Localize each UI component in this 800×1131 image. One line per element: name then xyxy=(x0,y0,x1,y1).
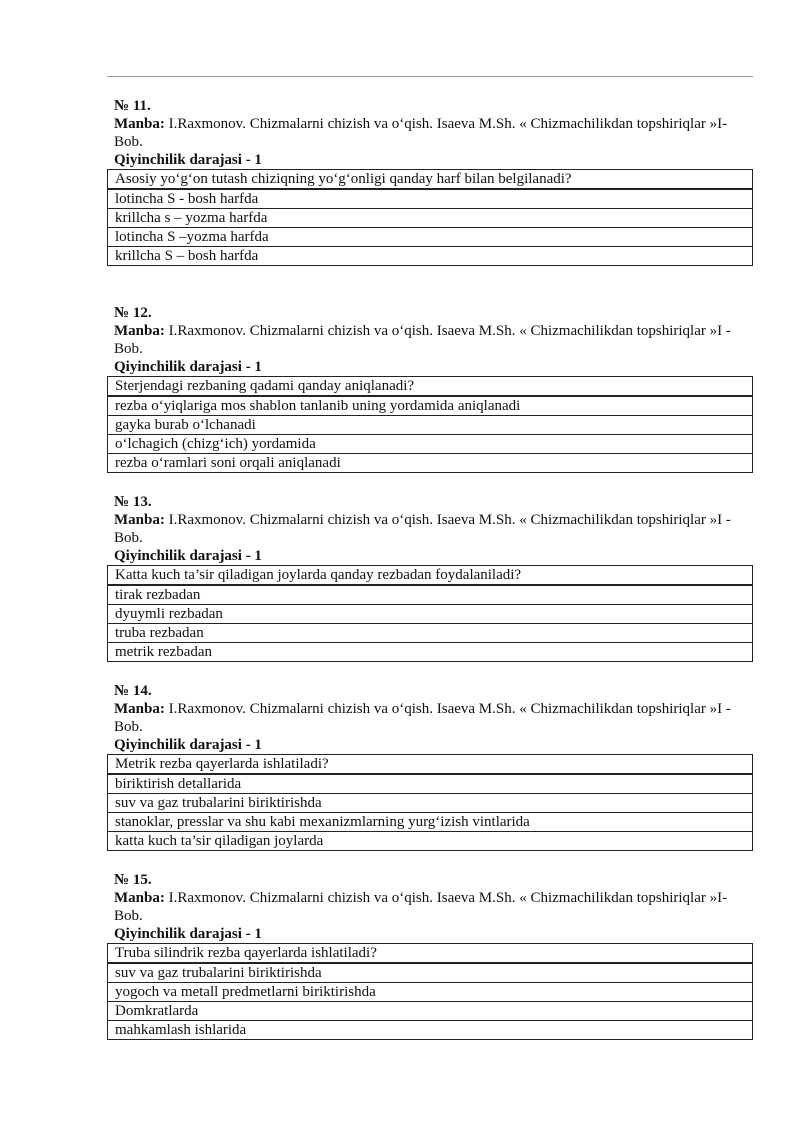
question-number: № 13. xyxy=(114,494,152,510)
answer-option: gayka burab o‘lchanadi xyxy=(107,416,753,435)
question-block-11 xyxy=(114,97,753,266)
question-text: Katta kuch ta’sir qiladigan joylarda qanday rezbadan foydalaniladi? xyxy=(107,566,753,586)
top-divider xyxy=(107,76,753,77)
difficulty-level: Qiyinchilik darajasi - 1 xyxy=(114,359,262,375)
difficulty-level: Qiyinchilik darajasi - 1 xyxy=(114,548,262,564)
document-body xyxy=(114,97,753,1060)
answer-option: mahkamlash ishlarida xyxy=(107,1021,753,1040)
answer-option: tirak rezbadan xyxy=(107,586,753,605)
source-text: I.Raxmonov. Chizmalarni chizish va o‘qish. Isaeva M.Sh. « Chizmachilikdan topshiriqlar »I-Bob. xyxy=(114,116,728,150)
answer-option: katta kuch ta’sir qiladigan joylarda xyxy=(107,832,753,851)
question-block-13 xyxy=(114,493,753,662)
question-text: Sterjendagi rezbaning qadami qanday aniqlanadi? xyxy=(107,377,753,397)
answer-option: lotincha S –yozma harfda xyxy=(107,228,753,247)
answer-option: stanoklar, presslar va shu kabi mexanizmlarning yurg‘izish vintlarida xyxy=(107,813,753,832)
question-number: № 14. xyxy=(114,683,152,699)
answer-table xyxy=(107,754,753,851)
answer-option: suv va gaz trubalarini biriktirishda xyxy=(107,794,753,813)
source-text: I.Raxmonov. Chizmalarni chizish va o‘qish. Isaeva M.Sh. « Chizmachilikdan topshiriqlar »I -Bob. xyxy=(114,701,731,735)
source-line xyxy=(114,115,753,151)
answer-option: lotincha S - bosh harfda xyxy=(107,190,753,209)
source-label: Manba: xyxy=(114,512,165,528)
difficulty-level: Qiyinchilik darajasi - 1 xyxy=(114,926,262,942)
answer-option: truba rezbadan xyxy=(107,624,753,643)
question-block-12 xyxy=(114,304,753,473)
answer-option: o‘lchagich (chizg‘ich) yordamida xyxy=(107,435,753,454)
answer-option: suv va gaz trubalarini biriktirishda xyxy=(107,964,753,983)
answer-option: krillcha S – bosh harfda xyxy=(107,247,753,266)
source-label: Manba: xyxy=(114,890,165,906)
source-text: I.Raxmonov. Chizmalarni chizish va o‘qish. Isaeva M.Sh. « Chizmachilikdan topshiriqlar »I -Bob. xyxy=(114,512,731,546)
question-text: Metrik rezba qayerlarda ishlatiladi? xyxy=(107,755,753,775)
answer-option: yogoch va metall predmetlarni biriktirishda xyxy=(107,983,753,1002)
question-number: № 15. xyxy=(114,872,152,888)
source-label: Manba: xyxy=(114,323,165,339)
answer-table xyxy=(107,565,753,662)
difficulty-level: Qiyinchilik darajasi - 1 xyxy=(114,152,262,168)
source-label: Manba: xyxy=(114,116,165,132)
answer-option: rezba o‘ramlari soni orqali aniqlanadi xyxy=(107,454,753,473)
answer-option: biriktirish detallarida xyxy=(107,775,753,794)
answer-option: Domkratlarda xyxy=(107,1002,753,1021)
question-number: № 12. xyxy=(114,305,152,321)
question-number: № 11. xyxy=(114,98,151,114)
question-text: Asosiy yo‘g‘on tutash chiziqning yo‘g‘onligi qanday harf bilan belgilanadi? xyxy=(107,170,753,190)
source-text: I.Raxmonov. Chizmalarni chizish va o‘qish. Isaeva M.Sh. « Chizmachilikdan topshiriqlar »I -Bob. xyxy=(114,323,731,357)
answer-table xyxy=(107,169,753,266)
question-text: Truba silindrik rezba qayerlarda ishlatiladi? xyxy=(107,944,753,964)
question-block-15 xyxy=(114,871,753,1040)
answer-option: krillcha s – yozma harfda xyxy=(107,209,753,228)
answer-table xyxy=(107,943,753,1040)
source-line xyxy=(114,889,753,925)
difficulty-level: Qiyinchilik darajasi - 1 xyxy=(114,737,262,753)
source-line xyxy=(114,322,753,358)
answer-option: metrik rezbadan xyxy=(107,643,753,662)
source-label: Manba: xyxy=(114,701,165,717)
source-line xyxy=(114,511,753,547)
source-line xyxy=(114,700,753,736)
answer-option: rezba o‘yiqlariga mos shablon tanlanib uning yordamida aniqlanadi xyxy=(107,397,753,416)
source-text: I.Raxmonov. Chizmalarni chizish va o‘qish. Isaeva M.Sh. « Chizmachilikdan topshiriqlar »I-Bob. xyxy=(114,890,728,924)
answer-table xyxy=(107,376,753,473)
answer-option: dyuymli rezbadan xyxy=(107,605,753,624)
question-block-14 xyxy=(114,682,753,851)
